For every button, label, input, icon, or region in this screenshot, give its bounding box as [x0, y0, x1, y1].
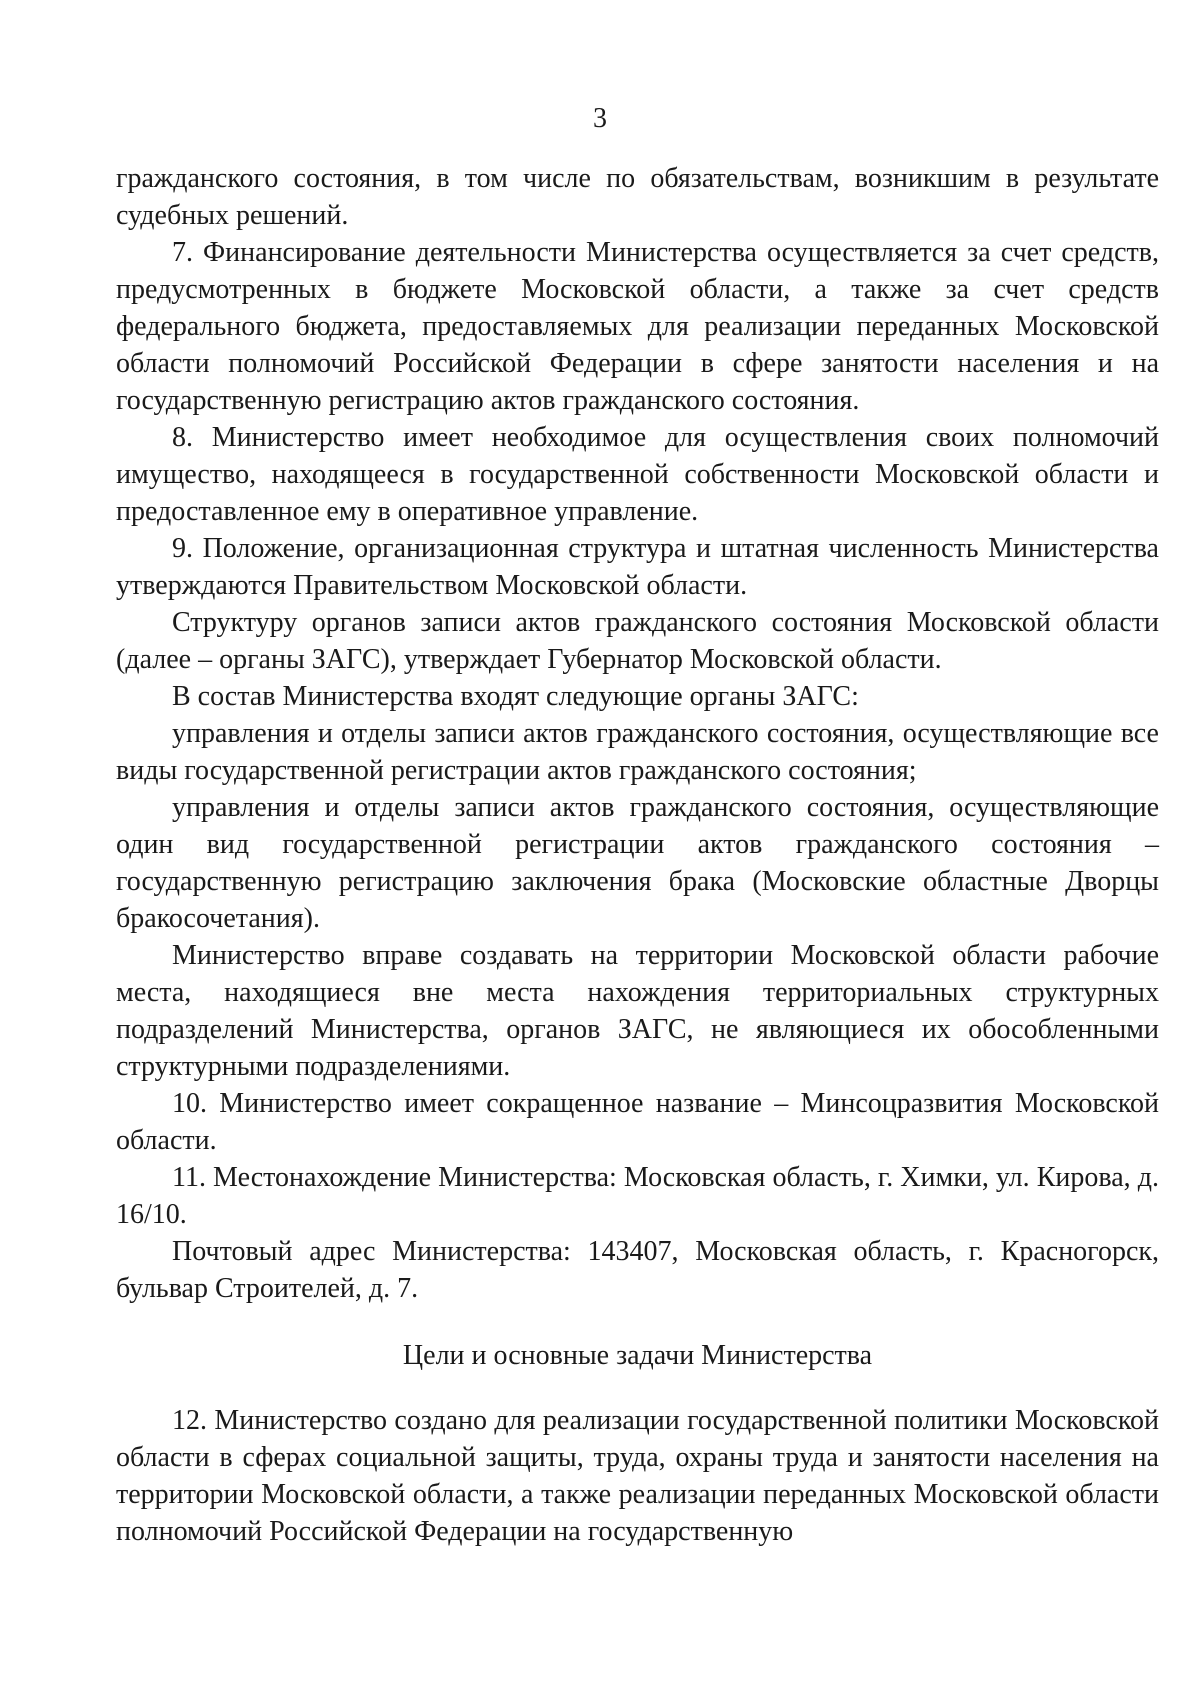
paragraph-continuation: гражданского состояния, в том числе по обязательствам, возникшим в результате судебных решений. [116, 163, 1159, 231]
paragraph-zags-all-types: управления и отделы записи актов гражданского состояния, осуществляющие все виды государственной регистрации актов гражданского состояния; [116, 718, 1159, 786]
paragraph-zags-marriage: управления и отделы записи актов гражданского состояния, осуществляющие один вид государственной регистрации актов гражданского состояния – государственную регистрацию заключения брака (Московские областные Дворцы бракосочетания). [116, 792, 1159, 934]
paragraph-7-financing: 7. Финансирование деятельности Министерства осуществляется за счет средств, предусмотренных в бюджете Московской области, а также за счет средств федерального бюджета, предоставляемых для реализации переданных Московской области полномочий Российской Федерации в сфере занятости населения и на государственную регистрацию актов гражданского состояния. [116, 237, 1159, 416]
paragraph-11-location: 11. Местонахождение Министерства: Московская область, г. Химки, ул. Кирова, д. 16/10. [116, 1162, 1159, 1230]
document-body [116, 160, 1159, 1550]
paragraph-workplaces: Министерство вправе создавать на территории Московской области рабочие места, находящиеся вне места нахождения территориальных структурных подразделений Министерства, органов ЗАГС, не являющиеся их обособленными структурными подразделениями. [116, 940, 1159, 1082]
paragraph-postal-address: Почтовый адрес Министерства: 143407, Московская область, г. Красногорск, бульвар Строителей, д. 7. [116, 1236, 1159, 1304]
paragraph-10-short-name: 10. Министерство имеет сокращенное название – Минсоцразвития Московской области. [116, 1088, 1159, 1156]
section-heading: Цели и основные задачи Министерства [402, 1340, 873, 1371]
paragraph-zags-list-intro: В состав Министерства входят следующие органы ЗАГС: [172, 681, 859, 712]
paragraph-12-goals: 12. Министерство создано для реализации государственной политики Московской области в сферах социальной защиты, труда, охраны труда и занятости населения на территории Московской области, а также реализации переданных Московской области полномочий Российской Федерации на государственную [116, 1405, 1159, 1547]
paragraph-zags-structure: Структуру органов записи актов гражданского состояния Московской области (далее – органы ЗАГС), утверждает Губернатор Московской области. [116, 607, 1159, 675]
page-number: 3 [593, 103, 607, 134]
paragraph-8-property: 8. Министерство имеет необходимое для осуществления своих полномочий имущество, находящееся в государственной собственности Московской области и предоставленное ему в оперативное управление. [116, 422, 1159, 527]
paragraph-9-structure: 9. Положение, организационная структура и штатная численность Министерства утверждаются Правительством Московской области. [116, 533, 1159, 601]
